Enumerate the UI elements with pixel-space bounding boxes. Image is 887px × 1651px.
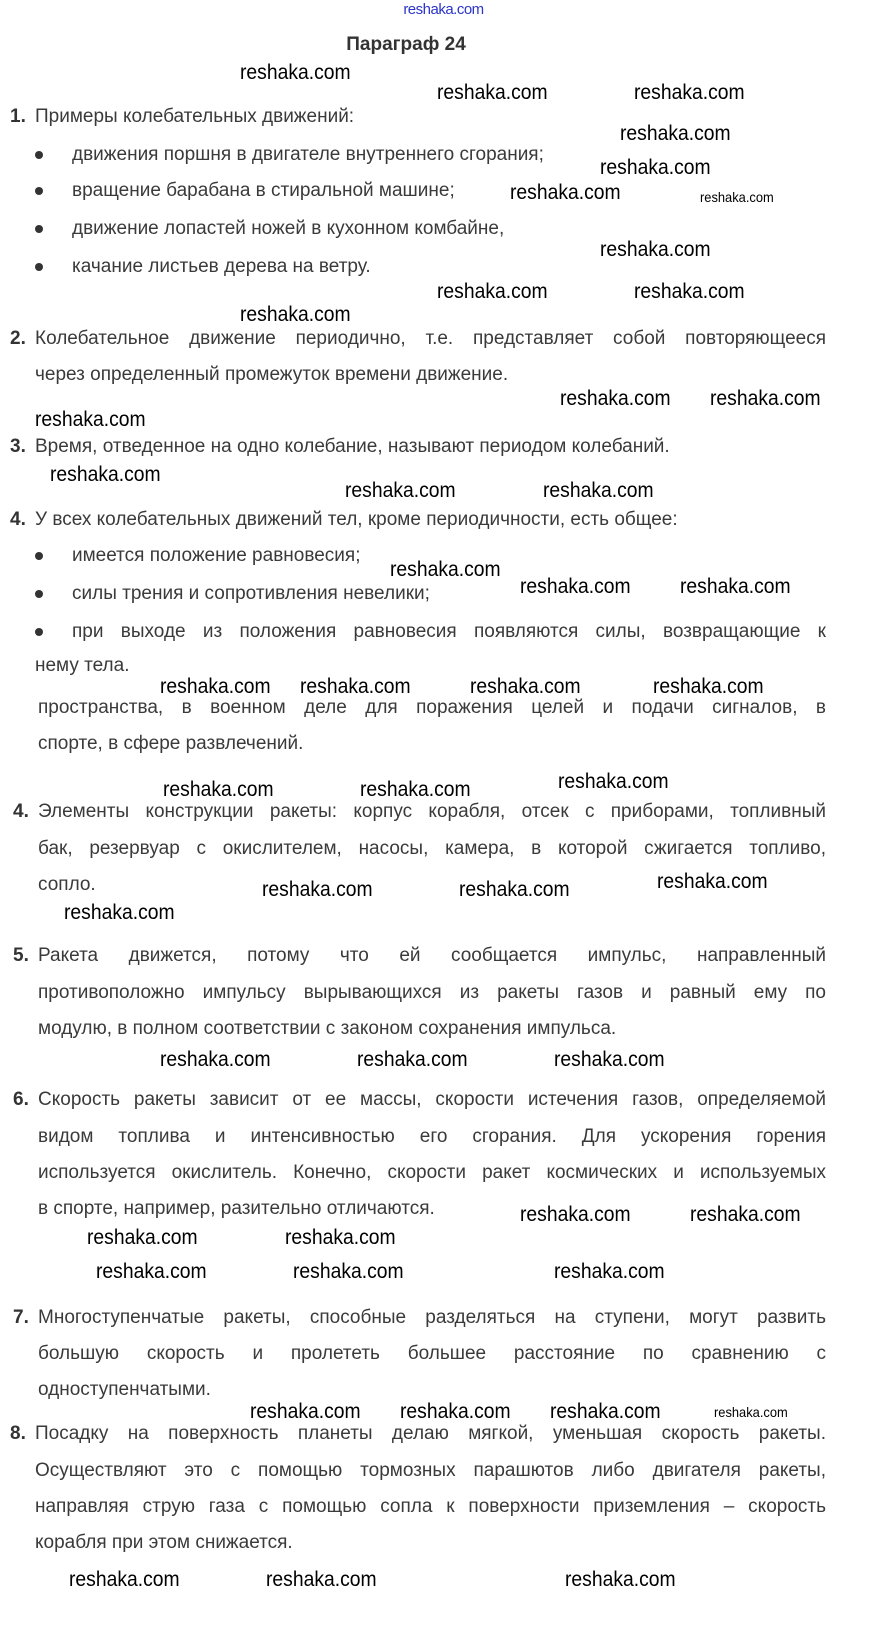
watermark: reshaka.com xyxy=(437,280,548,303)
text-line: Осуществляют это с помощью тормозных парашютов либо двигателя ракеты, xyxy=(35,1460,826,1481)
watermark: reshaka.com xyxy=(543,479,654,502)
watermark: reshaka.com xyxy=(250,1400,361,1423)
list-item: вращение барабана в стиральной машине; xyxy=(72,180,455,201)
text-line: Колебательное движение периодично, т.е. представляет собой повторяющееся xyxy=(35,328,826,349)
text-line: Посадку на поверхность планеты делаю мягкой, уменьшая скорость ракеты. xyxy=(35,1423,826,1444)
watermark: reshaka.com xyxy=(50,463,161,486)
watermark: reshaka.com xyxy=(560,387,671,410)
item-number: 4. xyxy=(10,509,26,530)
text-line: используется окислитель. Конечно, скорости ракет космических и используемых xyxy=(38,1162,826,1183)
bullet-icon xyxy=(35,225,43,233)
item-number: 2. xyxy=(10,328,26,349)
watermark: reshaka.com xyxy=(437,81,548,104)
text-line: нему тела. xyxy=(35,655,130,676)
watermark: reshaka.com xyxy=(620,122,731,145)
text-line: Ракета движется, потому что ей сообщается импульс, направленный xyxy=(38,945,826,966)
text-line: большую скорость и пролететь большее расстояние по сравнению с xyxy=(38,1343,826,1364)
watermark: reshaka.com xyxy=(459,878,570,901)
text-line: Время, отведенное на одно колебание, называют периодом колебаний. xyxy=(35,436,670,457)
watermark: reshaka.com xyxy=(554,1260,665,1283)
watermark: reshaka.com xyxy=(240,303,351,326)
watermark: reshaka.com xyxy=(345,479,456,502)
list-item: силы трения и сопротивления невелики; xyxy=(72,583,430,604)
watermark: reshaka.com xyxy=(360,778,471,801)
text-line: У всех колебательных движений тел, кроме периодичности, есть общее: xyxy=(35,509,678,530)
text-line: одноступенчатыми. xyxy=(38,1379,211,1400)
item-number: 5. xyxy=(13,945,29,966)
watermark: reshaka.com xyxy=(300,675,411,698)
list-item: качание листьев дерева на ветру. xyxy=(72,256,371,277)
watermark: reshaka.com xyxy=(357,1048,468,1071)
text-line: спорте, в сфере развлечений. xyxy=(38,733,304,754)
watermark: reshaka.com xyxy=(710,387,821,410)
bullet-icon xyxy=(35,628,43,636)
watermark: reshaka.com xyxy=(714,1404,788,1420)
watermark: reshaka.com xyxy=(520,1203,631,1226)
watermark: reshaka.com xyxy=(634,280,745,303)
watermark: reshaka.com xyxy=(554,1048,665,1071)
bullet-icon xyxy=(35,263,43,271)
list-item: имеется положение равновесия; xyxy=(72,545,361,566)
text-line: корабля при этом снижается. xyxy=(35,1532,293,1553)
watermark: reshaka.com xyxy=(266,1568,377,1591)
watermark: reshaka.com xyxy=(653,675,764,698)
text-line: Элементы конструкции ракеты: корпус корабля, отсек с приборами, топливный xyxy=(38,801,826,822)
watermark: reshaka.com xyxy=(160,1048,271,1071)
watermark: reshaka.com xyxy=(680,575,791,598)
watermark: reshaka.com xyxy=(390,558,501,581)
watermark: reshaka.com xyxy=(550,1400,661,1423)
text-line: видом топлива и интенсивностью его сгорания. Для ускорения горения xyxy=(38,1126,826,1147)
watermark: reshaka.com xyxy=(634,81,745,104)
watermark: reshaka.com xyxy=(293,1260,404,1283)
text-line: направляя струю газа с помощью сопла к поверхности приземления – скорость xyxy=(35,1496,826,1517)
watermark: reshaka.com xyxy=(69,1568,180,1591)
text-line: Многоступенчатые ракеты, способные разделяться на ступени, могут развить xyxy=(38,1307,826,1328)
watermark: reshaka.com xyxy=(565,1568,676,1591)
item-number: 4. xyxy=(13,801,29,822)
watermark: reshaka.com xyxy=(470,675,581,698)
watermark: reshaka.com xyxy=(600,238,711,261)
site-link[interactable]: reshaka.com xyxy=(403,1,484,18)
watermark: reshaka.com xyxy=(285,1226,396,1249)
item-number: 8. xyxy=(10,1423,26,1444)
watermark: reshaka.com xyxy=(240,61,351,84)
watermark: reshaka.com xyxy=(558,770,669,793)
watermark: reshaka.com xyxy=(657,870,768,893)
text-line: пространства, в военном деле для поражения целей и подачи сигналов, в xyxy=(38,697,826,718)
watermark: reshaka.com xyxy=(690,1203,801,1226)
text-line: Скорость ракеты зависит от ее массы, скорости истечения газов, определяемой xyxy=(38,1089,826,1110)
text-line: бак, резервуар с окислителем, насосы, камера, в которой сжигается топливо, xyxy=(38,838,826,859)
bullet-icon xyxy=(35,151,43,159)
watermark: reshaka.com xyxy=(510,181,621,204)
item-number: 1. xyxy=(10,106,26,127)
item-number: 3. xyxy=(10,436,26,457)
bullet-icon xyxy=(35,187,43,195)
watermark: reshaka.com xyxy=(600,156,711,179)
watermark: reshaka.com xyxy=(262,878,373,901)
text-line: противоположно импульсу вырывающихся из ракеты газов и равный ему по xyxy=(38,982,826,1003)
list-item: при выходе из положения равновесия появляются силы, возвращающие к xyxy=(72,621,826,642)
item-number: 6. xyxy=(13,1089,29,1110)
bullet-icon xyxy=(35,552,43,560)
text-line: Примеры колебательных движений: xyxy=(35,106,355,127)
text-line: через определенный промежуток времени движение. xyxy=(35,364,509,385)
list-item: движения поршня в двигателе внутреннего сгорания; xyxy=(72,144,544,165)
text-line: сопло. xyxy=(38,874,96,895)
text-line: в спорте, например, разительно отличаются. xyxy=(38,1198,435,1219)
item-number: 7. xyxy=(13,1307,29,1328)
watermark: reshaka.com xyxy=(64,901,175,924)
watermark: reshaka.com xyxy=(160,675,271,698)
watermark: reshaka.com xyxy=(96,1260,207,1283)
list-item: движение лопастей ножей в кухонном комбайне, xyxy=(72,218,505,239)
watermark: reshaka.com xyxy=(87,1226,198,1249)
watermark: reshaka.com xyxy=(400,1400,511,1423)
watermark: reshaka.com xyxy=(35,408,146,431)
page-title: Параграф 24 xyxy=(346,34,466,55)
watermark: reshaka.com xyxy=(163,778,274,801)
bullet-icon xyxy=(35,590,43,598)
watermark: reshaka.com xyxy=(520,575,631,598)
watermark: reshaka.com xyxy=(700,189,774,205)
text-line: модулю, в полном соответствии с законом сохранения импульса. xyxy=(38,1018,617,1039)
